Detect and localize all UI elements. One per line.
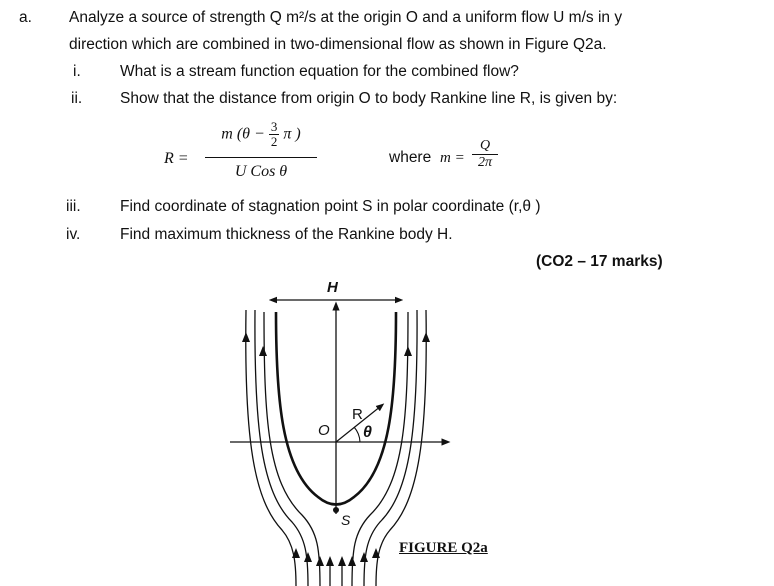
question-line-1-text: Analyze a source of strength Q m²/s at the origin O and a uniform flow U m/s in y bbox=[69, 9, 623, 26]
equation-denominator: U Cos θ bbox=[234, 163, 288, 180]
figure-label-h: H bbox=[327, 279, 338, 296]
figure-label-r: R bbox=[352, 406, 363, 423]
small-fraction-top: 3 bbox=[270, 119, 278, 134]
numerator-left: m (θ − bbox=[221, 125, 265, 143]
m-fraction-den: 2π bbox=[477, 155, 492, 171]
small-fraction-bottom: 2 bbox=[270, 134, 278, 150]
figure-caption: FIGURE Q2a bbox=[399, 540, 488, 556]
numerator-right: π ) bbox=[283, 125, 301, 143]
m-equals: m = bbox=[440, 150, 465, 166]
where-label: where bbox=[389, 149, 432, 166]
equation-lhs: R = bbox=[164, 150, 189, 167]
item-text-i: What is a stream function equation for the combined flow? bbox=[120, 63, 519, 80]
item-text-ii: Show that the distance from origin O to body Rankine line R, is given by: bbox=[120, 90, 618, 107]
item-number-i: i. bbox=[73, 63, 81, 80]
item-number-iii: iii. bbox=[66, 198, 81, 215]
figure-label-theta: θ bbox=[363, 424, 372, 441]
item-text-iii: Find coordinate of stagnation point S in polar coordinate (r,θ ) bbox=[120, 198, 541, 215]
streamline-left-1 bbox=[264, 312, 320, 586]
figure-label-s: S bbox=[341, 512, 351, 528]
stagnation-point bbox=[333, 507, 339, 513]
question-label: a. bbox=[19, 9, 32, 26]
item-text-iv: Find maximum thickness of the Rankine body H. bbox=[120, 226, 453, 243]
m-fraction-num: Q bbox=[472, 138, 498, 155]
question-line-2: direction which are combined in two-dimensional flow as shown in Figure Q2a. bbox=[69, 36, 607, 53]
marks-label: (CO2 – 17 marks) bbox=[536, 253, 663, 270]
item-number-iv: iv. bbox=[66, 226, 81, 243]
item-number-ii: ii. bbox=[71, 90, 83, 107]
figure-label-o: O bbox=[318, 422, 330, 439]
theta-arc bbox=[354, 427, 360, 442]
